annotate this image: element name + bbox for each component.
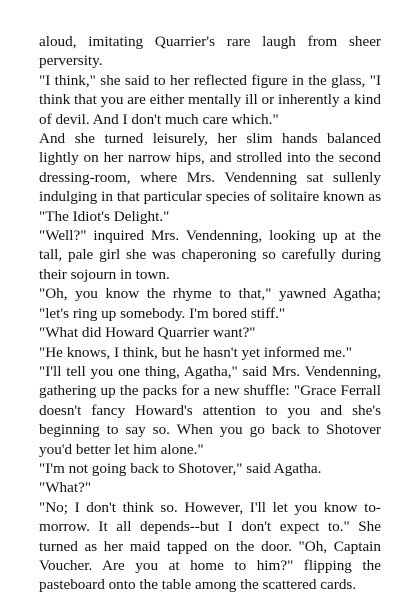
paragraph: "Well?" inquired Mrs. Vendenning, looking up at the tall, pale girl she was chaperoning so carefully during their sojourn in town. <box>39 227 381 283</box>
paragraph: "What?" <box>39 479 92 497</box>
paragraph: "Oh, you know the rhyme to that," yawned Agatha; "let's ring up somebody. I'm bored stiff." <box>39 285 381 322</box>
paragraph: "I'll tell you one thing, Agatha," said Mrs. Vendenning, gathering up the packs for a new shuffle: "Grace Ferrall doesn't fancy Howard's attention to you and she's beginning to say so. When you go back to Shotover you'd better let him alone." <box>39 362 381 458</box>
paragraph: aloud, imitating Quarrier's rare laugh from sheer perversity. <box>39 33 381 70</box>
paragraph: And she turned leisurely, her slim hands balanced lightly on her narrow hips, and strolled into the second dressing-room, where Mrs. Vendenning sat sullenly indulging in that particular species of solitaire known as "The Idiot's Delight." <box>39 130 381 225</box>
paragraph: "He knows, I think, but he hasn't yet informed me." <box>39 343 352 361</box>
paragraph: "No; I don't think so. However, I'll let you know to-morrow. It all depends--but I don't expect to." She turned as her maid tapped on the door. "Oh, Captain Voucher. Are you at home to him?" flipping the pasteboard onto the table among the scattered cards. <box>39 498 381 594</box>
paragraph: "What did Howard Quarrier want?" <box>39 324 256 342</box>
paragraph: "I think," she said to her reflected figure in the glass, "I think that you are either mentally ill or inherently a kind of devil. And I don't much care which." <box>39 71 381 128</box>
paragraph: "I'm not going back to Shotover," said Agatha. <box>39 459 322 477</box>
document-page <box>39 32 381 595</box>
